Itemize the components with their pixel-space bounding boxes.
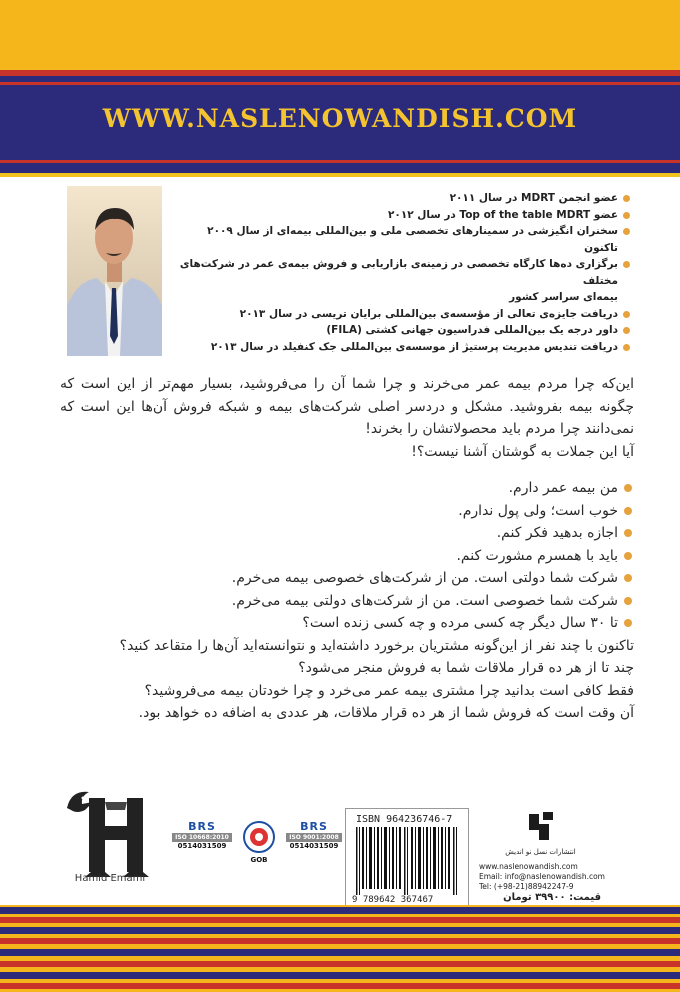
objection-item: خوب است؛ ولی پول ندارم. [60,500,634,523]
publisher-website[interactable]: www.naslenowandish.com [479,862,578,871]
credential-item: داور درجه یک بین‌المللی فدراسیون جهانی کشتی (FILA) [178,322,630,339]
credential-item: دریافت جایزه‌ی تعالی از مؤسسه‌ی بین‌المللی برایان تریسی در سال ۲۰۱۳ [178,306,630,323]
author-credentials [178,190,630,355]
certification-badge [286,820,342,850]
objection-item: شرکت شما خصوصی است. من از شرکت‌های دولتی بیمه می‌خرم. [60,590,634,613]
bottom-stripes [0,905,680,992]
certification-badge [236,820,282,864]
header-stripe [0,82,680,85]
intro-question: آیا این جملات به گوشتان آشنا نیست؟! [411,443,634,460]
objection-item: شرکت شما دولتی است. من از شرکت‌های خصوصی بیمه می‌خرم. [60,567,634,590]
closing-line: چند تا از هر ده قرار ملاقات شما به فروش منجر می‌شود؟ [298,660,634,676]
credential-continuation: بیمه‌ای سراسر کشور [509,291,618,303]
objection-item: تا ۳۰ سال دیگر چه کسی مرده و چه کسی زنده است؟ [60,612,634,635]
credential-item: عضو انجمن MDRT در سال ۲۰۱۱ [178,190,630,207]
cert-standard: ISO 9001:2008 [286,833,342,842]
cert-standard: ISO 10668:2010 [172,833,232,842]
closing-line: فقط کافی است بدانید چرا مشتری بیمه عمر می‌خرد و چرا خودتان بیمه می‌فروشید؟ [144,682,634,699]
cert-number: 0514031509 [289,842,339,850]
closing-line: آن وقت است که فروش شما از هر ده قرار ملاقات، هر عددی به اضافه ده خواهد بود. [138,705,634,721]
objection-item: اجازه بدهید فکر کنم. [60,522,634,545]
credential-item: دریافت تندیس مدیریت پرستیژ از موسسه‌ی بین‌المللی جک کنفیلد در سال ۲۰۱۳ [178,339,630,356]
isbn-barcode [345,808,469,910]
objection-item: من بیمه عمر دارم. [60,477,634,500]
publisher-name: انتشارات نسل نو اندیش [505,848,576,856]
logo-name: Hamid Emami [74,873,146,884]
objection-item: باید با همسرم مشورت کنم. [60,545,634,568]
certification-badge [172,820,232,850]
intro-paragraph: این‌که چرا مردم بیمه عمر می‌خرند و چرا شما آن را می‌فروشید، بسیار مهم‌تر از این است که چگونه بیمه بفروشید. مشکل و دردسر اصلی شرکت‌های بیمه و شبکه فروش آن‌ها این است که نمی‌دانند چرا مردم باید محصولاتشان را بخرند! [60,376,634,437]
publisher-phone: Tel: (+98-21)88942247-9 [479,882,574,891]
barcode-number: 9 789642 367467 [352,895,434,905]
barcode-icon [354,827,460,895]
objection-list [60,477,634,635]
website-url[interactable]: WWW.NASLENOWANDISH.COM [102,104,578,133]
credential-item: برگزاری ده‌ها کارگاه تخصصی در زمینه‌ی بازاریابی و فروش بیمه‌ی عمر در شرکت‌های مختلف [178,256,630,289]
cert-brand: BRS [300,820,328,833]
under-header-band [0,173,680,177]
cert-brand: GOB [250,856,268,864]
credential-item: سخنران انگیزشی در سمینارهای تخصصی ملی و بین‌المللی بیمه‌ای از سال ۲۰۰۹ تاکنون [178,223,630,256]
top-yellow-band [0,0,680,70]
header-stripe [0,160,680,163]
publisher-logo-icon [525,810,557,844]
credential-item: عضو Top of the table MDRT در سال ۲۰۱۲ [178,207,630,224]
closing-line: تاکنون با چند نفر از این‌گونه مشتریان برخورد داشته‌اید و نتوانسته‌اید آن‌ها را متقاعد کنید؟ [119,637,634,654]
isbn-label: ISBN 964236746-7 [356,814,453,825]
cert-brand: BRS [188,820,216,833]
publisher-info [473,810,608,908]
author-photo [67,186,162,356]
gob-seal-icon [242,820,276,854]
price-label: قیمت: ۳۹۹۰۰ تومان [503,892,601,903]
cert-number: 0514031509 [177,842,227,850]
publisher-email[interactable]: Email: info@naslenowandish.com [479,872,605,881]
back-cover-text [60,373,634,725]
